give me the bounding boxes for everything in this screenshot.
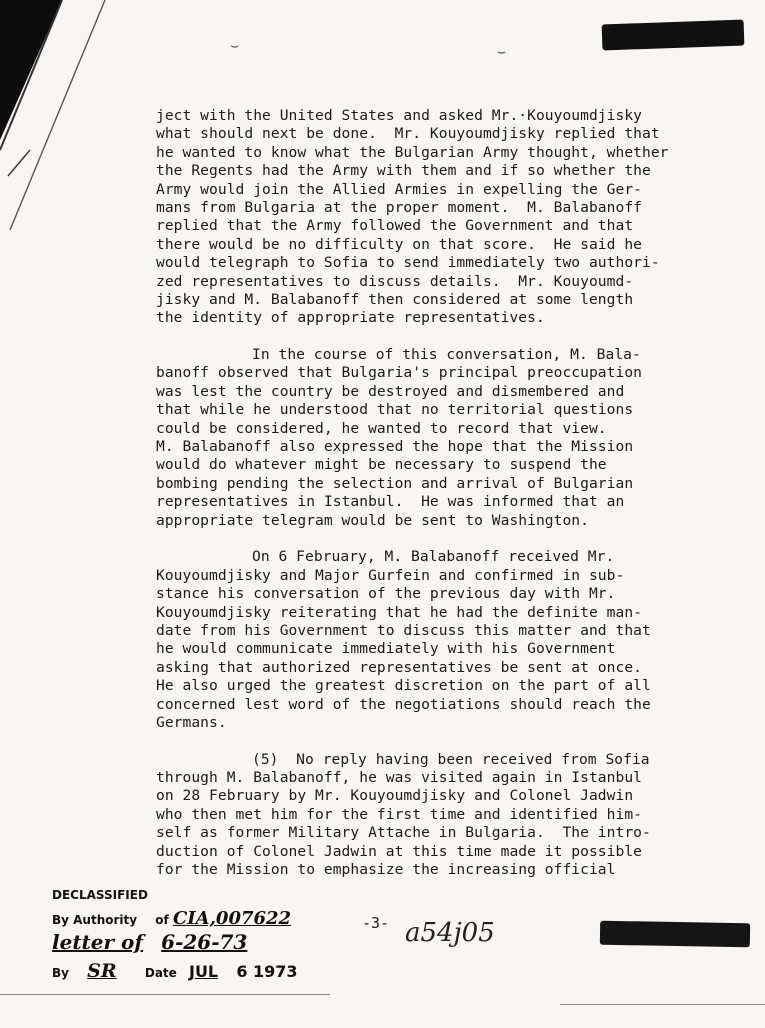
text-line: for the Mission to emphasize the increasing official (156, 861, 616, 879)
by-date-row (52, 960, 298, 982)
text-line: through M. Balabanoff, he was visited again in Istanbul (156, 769, 642, 787)
text-line: was lest the country be destroyed and dismembered and (156, 382, 625, 400)
text-line: stance his conversation of the previous day with Mr. (156, 585, 616, 603)
letter-date-value: 6-26-73 (161, 930, 248, 954)
text-line: could be considered, he wanted to record that view. (156, 419, 607, 437)
by-value: SR (87, 960, 117, 982)
declassified-heading: DECLASSIFIED (52, 888, 148, 902)
paragraph (156, 346, 746, 530)
text-line: representatives in Istanbul. He was informed that an (156, 493, 625, 511)
text-line: asking that authorized representatives be sent at once. (156, 658, 642, 676)
text-line: zed representatives to discuss details. Mr. Kouyoumd- (156, 272, 634, 290)
text-line: would telegraph to Sofia to send immediately two authori- (156, 254, 660, 272)
scan-mark: ⌣ (497, 44, 507, 60)
paragraph (156, 107, 746, 328)
paragraph (156, 751, 746, 880)
text-line: who then met him for the first time and identified him- (156, 805, 642, 823)
text-line: banoff observed that Bulgaria's principal preoccupation (156, 364, 642, 382)
date-month: JUL (188, 962, 219, 981)
authority-row (52, 908, 291, 929)
text-line: mans from Bulgaria at the proper moment. M. Balabanoff (156, 198, 642, 216)
text-line: duction of Colonel Jadwin at this time made it possible (156, 842, 642, 860)
handwritten-document-number: a54j05 (405, 918, 495, 948)
text-line: jisky and M. Balabanoff then considered at some length (156, 290, 634, 308)
text-line: there would be no difficulty on that score. He said he (156, 235, 642, 253)
text-line: Kouyoumdjisky and Major Gurfein and confirmed in sub- (156, 566, 625, 584)
paragraph-gap (156, 732, 746, 750)
of-label: of (155, 913, 169, 927)
paragraph-gap (156, 530, 746, 548)
page-number: -3- (362, 914, 390, 932)
text-line: the Regents had the Army with them and if so whether the (156, 162, 651, 180)
text-line: On 6 February, M. Balabanoff received Mr. (252, 548, 615, 566)
text-line: M. Balabanoff also expressed the hope that the Mission (156, 438, 634, 456)
text-line: ject with the United States and asked Mr.·Kouyoumdjisky (156, 107, 642, 124)
paragraph-gap (156, 328, 746, 346)
paragraph (156, 548, 746, 732)
text-line: date from his Government to discuss this matter and that (156, 621, 651, 639)
text-line: replied that the Army followed the Government and that (156, 217, 634, 235)
redacted-bottom-stamp (600, 921, 750, 948)
date-label: Date (144, 966, 177, 980)
letter-of-value: letter of (52, 930, 143, 954)
text-line: that while he understood that no territorial questions (156, 401, 634, 419)
date-day-year: 6 1973 (236, 962, 298, 981)
scan-edge-line (560, 1004, 765, 1005)
authority-value: CIA,007622 (172, 908, 292, 929)
text-line: on 28 February by Mr. Kouyoumdjisky and Colonel Jadwin (156, 787, 634, 805)
letter-row (52, 930, 247, 954)
text-line: Kouyoumdjisky reiterating that he had the definite man- (156, 603, 642, 621)
scan-edge-line (0, 994, 330, 995)
text-line: would do whatever might be necessary to suspend the (156, 456, 607, 474)
text-line: appropriate telegram would be sent to Washington. (156, 511, 589, 529)
text-line: he would communicate immediately with his Government (156, 640, 616, 658)
redacted-classification-stamp (602, 20, 745, 51)
text-line: concerned lest word of the negotiations should reach the (156, 695, 651, 713)
by-label: By (52, 966, 69, 980)
text-line: what should next be done. Mr. Kouyoumdjisky replied that (156, 125, 660, 143)
text-line: Germans. (156, 713, 227, 731)
text-line: bombing pending the selection and arrival of Bulgarian (156, 474, 634, 492)
text-line: (5) No reply having been received from Sofia (252, 750, 650, 768)
text-line: He also urged the greatest discretion on the part of all (156, 677, 651, 695)
scan-mark: ⌣ (230, 38, 240, 54)
scan-edge-shadow (0, 0, 120, 260)
text-line: self as former Military Attache in Bulgaria. The intro- (156, 824, 651, 842)
text-line: Army would join the Allied Armies in expelling the Ger- (156, 180, 642, 198)
authority-label: By Authority (52, 913, 138, 927)
text-line: In the course of this conversation, M. Bala- (252, 346, 641, 364)
memo-body (156, 107, 746, 879)
text-line: the identity of appropriate representatives. (156, 309, 545, 327)
text-line: he wanted to know what the Bulgarian Army thought, whether (156, 143, 669, 161)
